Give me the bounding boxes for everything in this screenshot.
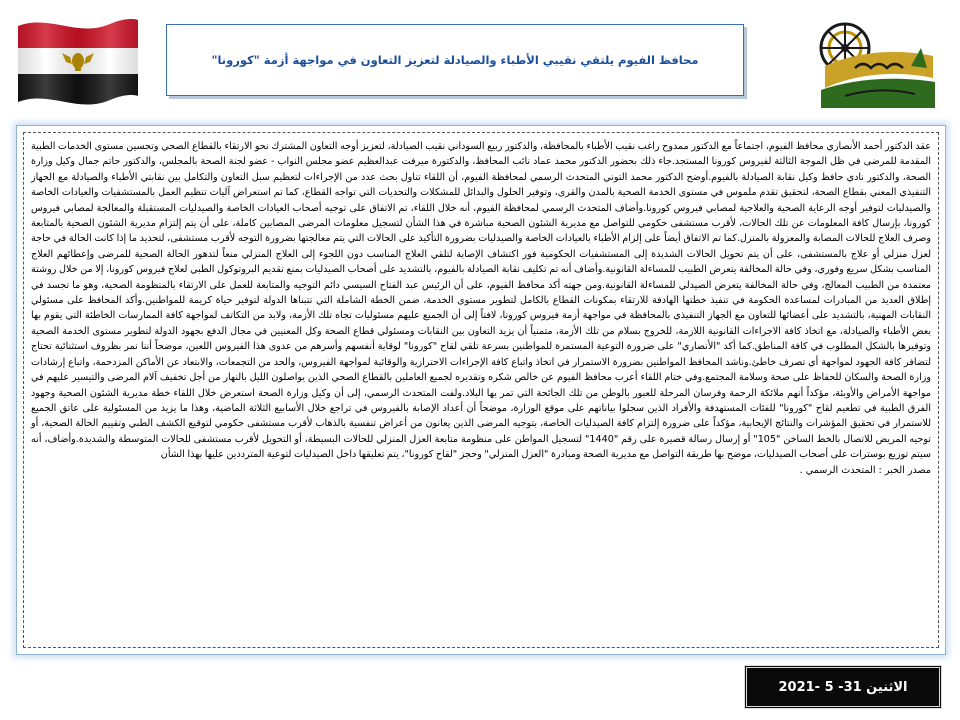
article-source: مصدر الخبر : المتحدث الرسمي . — [799, 464, 931, 476]
article-content — [23, 132, 939, 648]
date-text: الاثنين 31- 5 -2021 — [778, 679, 908, 695]
article-frame — [16, 125, 946, 655]
page-title: محافظ الفيوم يلتقي نقيبي الأطباء والصيادلة لتعزيز التعاون في مواجهة أزمة "كورونا" — [211, 53, 699, 67]
header-title-box — [166, 24, 744, 96]
egypt-flag-icon — [14, 12, 142, 108]
date-badge — [744, 665, 942, 709]
governorate-emblem-icon — [815, 8, 940, 113]
article-body: عقد الدكتور أحمد الأنصاري محافظ الفيوم، اجتماعاً مع الدكتور ممدوح راغب نقيب الأطباء بالمحافظة، والدكتور ربيع السوداني نقيب الصيادلة، لتعزيز أوجه التعاون المشترك نحو الارتقاء بالقطاع الصحي وتحسين مستوى الخدمات الطبية المقدمة للمرضى في ظل الموجة الثالثة لفيروس كورونا المستجد.جاء ذلك بحضور الدكتور محمد عماد نائب المحافظ، والدكتورة ميرفت عبدالعظيم عضو مجلس النواب - عضو لجنة الصحة بالمجلس، والدكتور حاتم جمال وكيل وزارة الصحة، والدكتور نادي حافظ وكيل نقابة الصيادلة بالفيوم.أوضح الدكتور محمد التوني المتحدث الرسمي لمحافظة الفيوم، أن اللقاء تناول بحث عدد من الإجراءات لتعظيم سبل التعاون والتكامل بين نقابتي الأطباء والصيادلة مع الجهاز التنفيذي المعني بقطاع الصحة، لتحقيق تقدم ملموس في مستوى الخدمة الصحية بالمدن والقرى، وتوفير الحلول والبدائل للمشكلات والتحديات التي تواجه القطاع، كما تم استعراض آليات تنظيم العمل بالمستشفيات والعيادات الخاصة والصيدليات لتوفير أوجه الرعاية الصحية والعلاجية لمصابي فيروس كورونا.وأضاف المتحدث الرسمي لمحافظة الفيوم، أنه خلال اللقاء، تم الاتفاق على توجيه أصحاب العيادات الخاصة والصيدليات المستقبلة والمعالجة لمصابي فيروس كورونا، بإرسال كافة المعلومات عن تلك الحالات، لأقرب مستشفى حكومي للتواصل مع مديرية الشئون الصحية مباشرة في هذا الشأن لتسجيل معلومات المرضى المصابين كاملة، على أن يتم إلتزام مديرية الشئون الصحية بالمتابعة وصرف العلاج للحالات المصابة والمعزولة بالمنزل.كما تم الاتفاق أيضاً على إلزام الأطباء بالعيادات الخاصة والصيدليات بضرورة التأكيد على الحالات التي يتم معالجتها بضرورة التوجه لأقرب مستشفى، لتحديد ما إذا كانت الحالة في حاجة لعزل منزلي أو علاج بالمستشفى، على أن يتم تحويل الحالات الشديدة إلى المستشفيات الحكومية فور اكتشاف الإصابة لتلقي العلاج المناسب دون اللجوء إلى العلاج المنزلي منعاً لتدهور الحالة الصحية للمرضى وإعطائهم العلاج المناسب بشكل سريع وفوري، وفي حالة المخالفة يتعرض الطبيب للمساءلة القانونية.وأضاف أنه تم تكليف نقابة الصيادلة بالفيوم، بالتشديد على أصحاب الصيدليات بمنع تقديم البروتوكول الطبي لعلاج فيروس كورونا، إلا من خلال روشتة معتمدة من الطبيب المعالج، وفي حالة المخالفة يتعرض الصيدلي للمساءلة القانونية.ومن جهته أكد محافظ الفيوم، على أن الرئيس عبد الفتاح السيسي دائم التوجيه والمتابعة للعمل على الارتقاء بالمنظومة الصحية، وهو ما تجسد في إطلاق العديد من المبادرات لمساعدة الحكومة في تنفيذ خطتها الهادفة للارتقاء بمكونات القطاع بالكامل لتطوير مستوى الخدمة، ضمن الخطة الشاملة التي تتبناها الدولة لتوفير حياة كريمة للمواطنين.وأكد المحافظ على مسئولي النقابات المهنية، بالتشديد على أعضائها للتعاون مع الجهاز التنفيذي بالمحافظة في مواجهة أزمة فيروس كورونا، لافتاً إلى أن الجميع عليهم مسئوليات تجاه تلك الأزمة، ولابد من التكاتف لمواجهة كافة الممارسات الخاطئة التي يقوم بها بعض الأطباء والصيادلة، مع اتخاذ كافة الاجراءات القانونية اللازمة، للخروج بسلام من تلك الأزمة، متمنياً أن يزيد التعاون بين النقابات ومسئولي قطاع الصحة وكل المعنيين في مجال الدفع بجهود الدولة لتطوير مستوى الخدمة الصحية وتوفيرها بالشكل المطلوب في كافة المناطق.كما أكد "الأنصاري" على ضرورة التوعية المستمرة للمواطنين بسرعة تلقي لقاح "كورونا" لوقاية أنفسهم وأسرهم من عدوى هذا الفيروس اللعين، موضحاً أننا نمر بظروف استثنائية تحتاج لتضافر كافة الجهود لمواجهة أي تصرف خاطئ.وناشد المحافظ المواطنين بضرورة الاستمرار في اتخاذ واتباع كافة الإجراءات الاحترازية والوقائية لمواجهة الفيروس، والحد من التجمعات، والابتعاد عن الأماكن المزدحمة، واتباع إرشادات وزارة الصحة والسكان للحفاظ على صحة وسلامة المجتمع.وفي ختام اللقاء أعرب محافظ الفيوم عن خالص شكره وتقديره لجميع العاملين بالقطاع الصحي الذين يواصلون الليل بالنهار من أجل تخفيف آلام المرضى والتيسير عليهم في مواجهة الأمراض والأوبئة، مؤكداً أنهم ملائكة الرحمة وفرسان المرحلة للعبور بالوطن من تلك الجائحة التي تمر بها البلاد.ولفت المتحدث الرسمي، إلى أن وكيل وزارة الصحة استعرض خلال اللقاء خطة مديرية الشئون الصحية وجهود الفرق الطبية في تطعيم لقاح "كورونا" للفئات المستهدفة والأفراد الذين سجلوا بياناتهم على موقع الوزارة، موضحاً أن أعداد الإصابة بالفيروس في تراجع خلال الأسابيع الثلاثة الماضية، وهذا ما يزيد من المسئولية على عاتق الجميع للاستمرار في تحقيق المؤشرات والنتائج الإيجابية، مؤكداً على ضرورة إلتزام كافة الصيدليات الخاصة، بتوجيه المرضى الذين يعانون من أعراض تنفسية بالذهاب لأقرب مستشفى حكومي لتوقيع الكشف الطبي وتقييم الحالة الصحية، أو توجيه المريض للاتصال بالخط الساخن "105" أو إرسال رسالة قصيرة على رقم "1440" لتسجيل المواطن على منظومة متابعة العزل المنزلي للحالات البسيطة، أو التحويل لأقرب مستشفى للحالات المتوسطة والشديدة.وأضاف، أنه سيتم توزيع بوسترات على أصحاب الصيدليات، موضح بها طريقة التواصل مع مديرية الصحة ومبادرة "العزل المنزلي" وحجز "لقاح كورونا"، يتم تعليقها داخل الصيدليات لتوعية المترددين عليها بهذا الشأن — [31, 141, 931, 461]
